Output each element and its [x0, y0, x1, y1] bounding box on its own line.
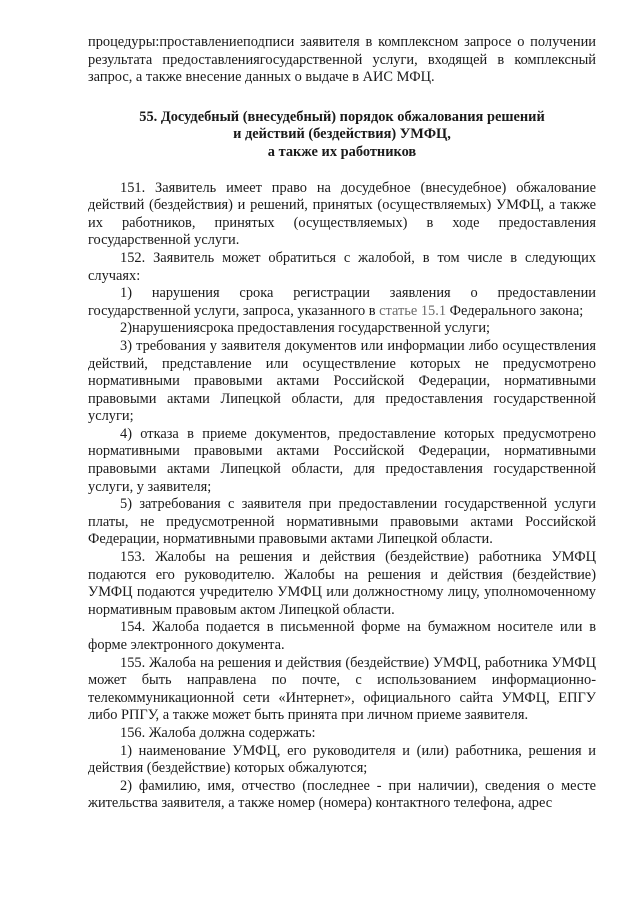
- law-article-link[interactable]: статье 15.1: [379, 302, 447, 319]
- paragraph-154: 154. Жалоба подается в письменной форме на бумажном носителе или в форме электронного документа.: [88, 619, 596, 653]
- list-item-1: [88, 285, 596, 320]
- paragraph-156: 156. Жалоба должна содержать:: [120, 724, 316, 741]
- paragraph-153: 153. Жалобы на решения и действия (бездействие) работника УМФЦ подаются его руководителю. Жалобы на решения и действия (бездействие) УМФЦ подаются учредителю УМФЦ или должностному лицу, уполномоченному нормативным правовым актом Липецкой области.: [88, 549, 596, 618]
- section-title-line-2: и действий (бездействия) УМФЦ,: [233, 126, 451, 143]
- section-title-line-3: а также их работников: [267, 143, 417, 160]
- paragraph-156-item-2: 2) фамилию, имя, отчество (последнее - при наличии), сведения о месте жительства заявителя, а также номер (номера) контактного телефона, адрес: [88, 777, 596, 812]
- intro-paragraph: процедуры:проставлениеподписи заявителя в комплексном запросе о получении результата предоставлениягосударственной услуги, входящей в комплексный запрос, а также внесение данных о выдаче в АИС МФЦ.: [88, 34, 596, 86]
- paragraph-155: 155. Жалоба на решения и действия (бездействие) УМФЦ, работника УМФЦ может быть направлена по почте, с использованием информационно-телекоммуникационной сети «Интернет», официального сайта УМФЦ, ЕПГУ либо РПГУ, а также может быть принята при личном приеме заявителя.: [88, 654, 596, 724]
- list-item-2: 2)нарушениясрока предоставления государственной услуги;: [120, 320, 491, 337]
- paragraph-156-item-1: 1) наименование УМФЦ, его руководителя и (или) работника, решения и действия (бездействие) которых обжалуются;: [88, 742, 596, 777]
- list-item-3: 3) требования у заявителя документов или информации либо осуществления действий, представление или осуществление которых не предусмотрено нормативными правовыми актами Российской Федерации, нормативными правовыми актами Липецкой области, для предоставления государственной услуги;: [88, 337, 596, 425]
- list-item-1-text: 1) нарушения срока регистрации заявления о предоставлении государственной услуги, запроса, указанного в: [88, 285, 596, 319]
- section-title-line-1: 55. Досудебный (внесудебный) порядок обжалования решений: [139, 108, 545, 125]
- list-item-1-tail: Федерального закона;: [446, 302, 584, 319]
- list-item-5: 5) затребования с заявителя при предоставлении государственной услуги платы, не предусмотренной нормативными правовыми актами Российской Федерации, нормативными правовыми актами Липецкой области.: [88, 496, 596, 548]
- section-heading: [88, 109, 596, 162]
- list-item-4: 4) отказа в приеме документов, предоставление которых предусмотрено нормативными правовыми актами Российской Федерации, нормативными правовыми актами Липецкой области, для предоставления государственной услуги, у заявителя;: [88, 425, 596, 495]
- paragraph-152: 152. Заявитель может обратиться с жалобой, в том числе в следующих случаях:: [88, 249, 596, 284]
- paragraph-151: 151. Заявитель имеет право на досудебное (внесудебное) обжалование действий (бездействия) и решений, принятых (осуществляемых) УМФЦ, а также их работников, принятых (осуществляемых) в ходе предоставления государственной услуги.: [88, 179, 596, 249]
